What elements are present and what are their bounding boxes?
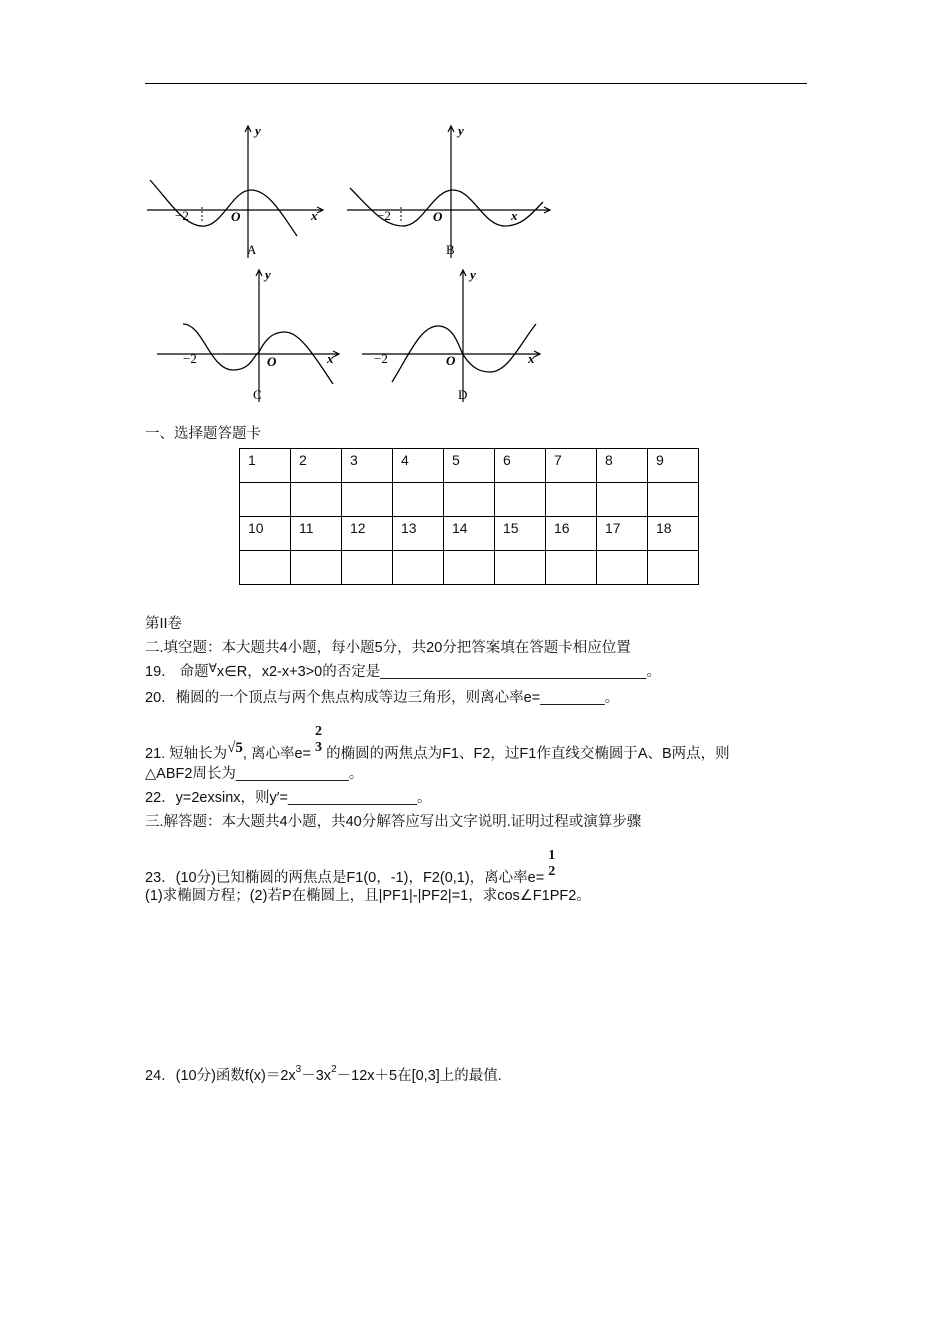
origin-label: O xyxy=(231,209,241,224)
answer-cell[interactable] xyxy=(648,551,699,585)
question-number: 8 xyxy=(597,449,648,483)
answer-cell[interactable] xyxy=(240,551,291,585)
answer-cell[interactable] xyxy=(495,551,546,585)
question-number: 14 xyxy=(444,517,495,551)
x-label: x xyxy=(511,208,518,223)
answer-cell[interactable] xyxy=(597,551,648,585)
graph-a-svg xyxy=(145,118,325,263)
answer-cell[interactable] xyxy=(444,551,495,585)
answer-cell[interactable] xyxy=(393,483,444,517)
question-21-cont: △ABF2周长为______________。 xyxy=(145,766,364,782)
question-number: 11 xyxy=(291,517,342,551)
fraction-one-half xyxy=(548,848,555,880)
y-label: y xyxy=(458,123,464,138)
origin-label: O xyxy=(267,354,277,369)
table-row xyxy=(240,551,699,585)
question-number: 1 xyxy=(240,449,291,483)
question-23-parts: (1)求椭圆方程；(2)若P在椭圆上，且|PF1|-|PF2|=1，求cos∠F1PF2。 xyxy=(145,888,591,904)
graph-c xyxy=(155,262,345,407)
numerator: 2 xyxy=(315,724,323,739)
q24-part: 24．(10分)函数f(x)＝2x xyxy=(145,1068,296,1084)
question-number: 2 xyxy=(291,449,342,483)
graph-b-svg xyxy=(345,118,555,263)
curve xyxy=(150,180,297,236)
tick-label: −2 xyxy=(377,208,391,223)
question-number: 10 xyxy=(240,517,291,551)
question-number: 17 xyxy=(597,517,648,551)
curve xyxy=(392,324,536,382)
answer-cell[interactable] xyxy=(342,483,393,517)
question-number: 4 xyxy=(393,449,444,483)
graph-d xyxy=(360,262,550,407)
q23-body: 23．(10分)已知椭圆的两焦点是F1(0，-1)，F2(0,1)，离心率e= xyxy=(145,869,545,886)
denominator: 2 xyxy=(548,864,556,879)
origin-label: O xyxy=(446,353,456,368)
q21-body: 的椭圆的两焦点为F1、F2，过F1作直线交椭圆于A、B两点，则 xyxy=(326,745,730,762)
y-label: y xyxy=(255,123,261,138)
graph-d-svg xyxy=(360,262,550,407)
forall-symbol: ∀ xyxy=(208,661,217,675)
graph-c-svg xyxy=(155,262,345,407)
question-number: 6 xyxy=(495,449,546,483)
question-19 xyxy=(145,662,661,682)
x-label: x xyxy=(528,351,535,366)
answer-cell[interactable] xyxy=(393,551,444,585)
q21-ecc: , 离心率e= xyxy=(242,745,312,762)
x-label: x xyxy=(327,351,334,366)
question-number: 7 xyxy=(546,449,597,483)
question-number: 9 xyxy=(648,449,699,483)
question-20: 20．椭圆的一个顶点与两个焦点构成等边三角形，则离心率e=________。 xyxy=(145,690,620,706)
answer-cell[interactable] xyxy=(291,483,342,517)
part2-heading: 第II卷 xyxy=(145,616,183,632)
table-row xyxy=(240,517,699,551)
q24-part: －12x＋5在[0,3]上的最值. xyxy=(336,1068,502,1084)
answer-cell[interactable] xyxy=(546,483,597,517)
q19-prefix: 19． 命题 xyxy=(145,664,209,680)
table-row xyxy=(240,449,699,483)
question-number: 16 xyxy=(546,517,597,551)
q24-part: －3x xyxy=(301,1068,332,1084)
question-number: 18 xyxy=(648,517,699,551)
fill-in-header: 二.填空题：本大题共4小题，每小题5分，共20分把答案填在答题卡相应位置 xyxy=(145,640,631,656)
denominator: 3 xyxy=(315,740,323,755)
q21-prefix: 21. 短轴长为 xyxy=(145,745,228,762)
answer-cell[interactable] xyxy=(546,551,597,585)
answer-card-title: 一、选择题答题卡 xyxy=(145,426,261,442)
graph-label: B xyxy=(446,242,455,257)
answer-cell[interactable] xyxy=(495,483,546,517)
tick-label: −2 xyxy=(374,351,388,366)
answer-cell[interactable] xyxy=(240,483,291,517)
fraction-two-thirds xyxy=(315,724,322,756)
solve-header: 三.解答题：本大题共4小题，共40分解答应写出文字说明.证明过程或演算步骤 xyxy=(145,814,642,830)
answer-cell[interactable] xyxy=(444,483,495,517)
origin-label: O xyxy=(433,209,443,224)
exponent: 3 xyxy=(295,1064,302,1075)
graph-label: C xyxy=(253,387,262,402)
question-number: 12 xyxy=(342,517,393,551)
q19-body: x∈R，x2-x+3>0的否定是_________________________________。 xyxy=(216,664,661,680)
question-24 xyxy=(145,1066,502,1088)
numerator: 1 xyxy=(548,848,556,863)
graph-label: A xyxy=(247,242,257,257)
answer-cell[interactable] xyxy=(597,483,648,517)
graph-label: D xyxy=(458,387,468,402)
exponent: 2 xyxy=(331,1064,337,1075)
question-number: 3 xyxy=(342,449,393,483)
question-number: 15 xyxy=(495,517,546,551)
x-label: x xyxy=(311,208,318,223)
question-number: 13 xyxy=(393,517,444,551)
graph-b xyxy=(345,118,555,263)
question-22: 22．y=2exsinx，则y′=________________。 xyxy=(145,790,432,806)
y-label: y xyxy=(265,267,271,282)
answer-cell[interactable] xyxy=(648,483,699,517)
tick-label: −2 xyxy=(175,208,189,223)
answer-cell[interactable] xyxy=(291,551,342,585)
graph-a xyxy=(145,118,325,263)
tick-label: −2 xyxy=(183,351,197,366)
question-number: 5 xyxy=(444,449,495,483)
header-rule xyxy=(145,83,807,84)
table-row xyxy=(240,483,699,517)
sqrt-five: √5 xyxy=(227,739,243,756)
answer-card-table xyxy=(239,448,699,585)
answer-cell[interactable] xyxy=(342,551,393,585)
y-label: y xyxy=(470,267,476,282)
